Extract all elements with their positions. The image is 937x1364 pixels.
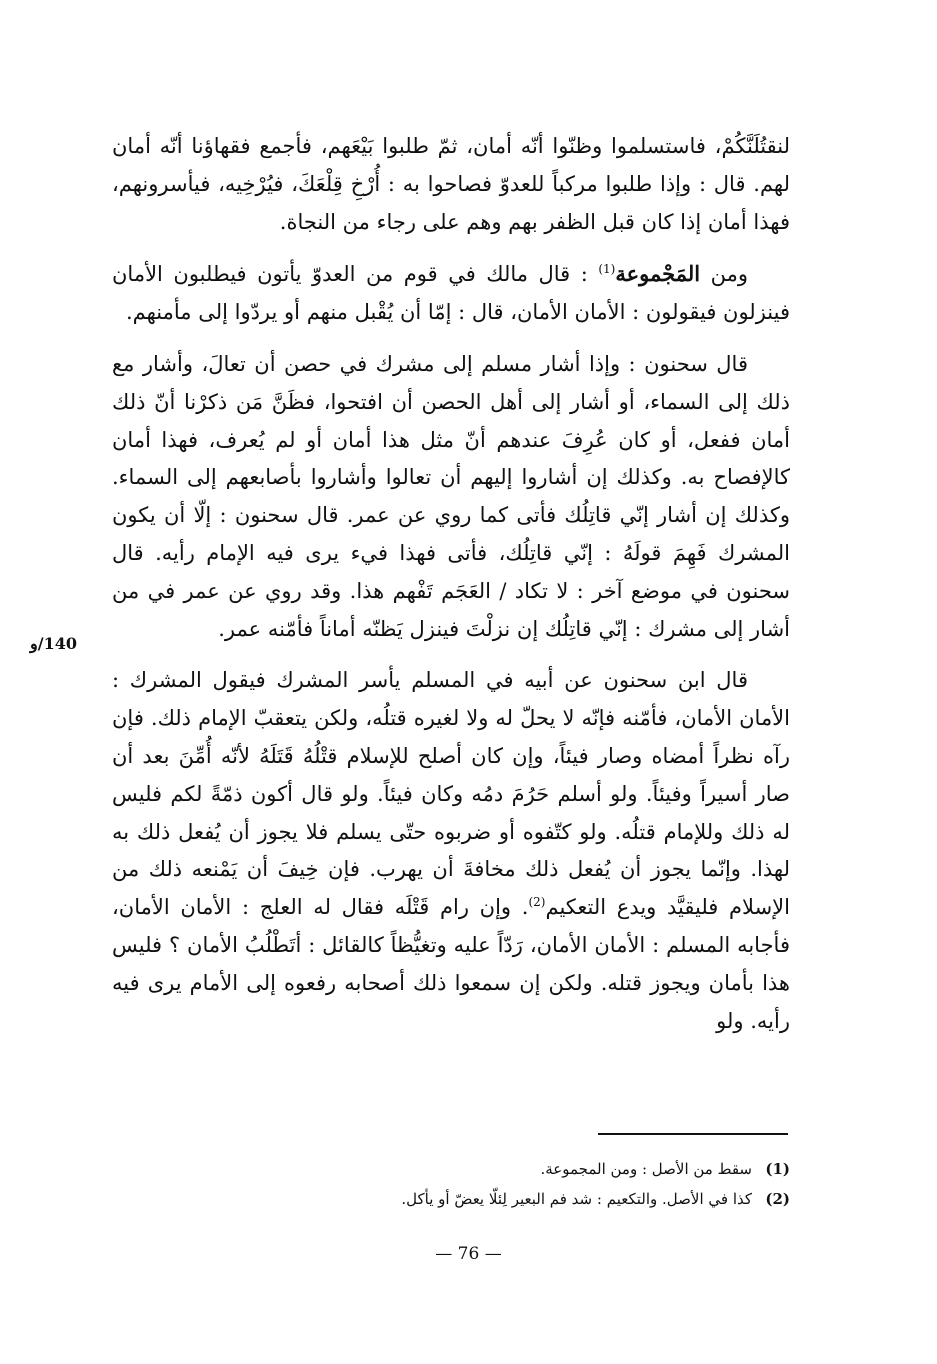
footnote-text: سقط من الأصل : ومن المجموعة. <box>540 1160 752 1178</box>
footnote-marker: (1) <box>598 262 616 277</box>
footnote-divider <box>598 1133 788 1135</box>
paragraph-2 <box>112 255 790 332</box>
footnote-marker: (2) <box>528 895 546 910</box>
text-run: ومن <box>700 262 748 287</box>
paragraph-1 <box>112 128 790 241</box>
footnote-number: (2) <box>765 1190 790 1208</box>
footnote-1 <box>330 1154 790 1184</box>
footnotes <box>330 1154 790 1214</box>
paragraph-3 <box>112 346 790 648</box>
margin-folio-note: 140/و <box>30 634 77 653</box>
text-run: . وإن رام قَتْلَه فقال له العلج : الأمان الأمان، فأجابه المسلم : الأمان الأمان، رَدّاً عليه وتغيُّظاً كالقائل : أتَطْلُبُ الأمان ؟ فليس هذا بأمان ويجوز قتله. ولكن إن سمعوا ذلك أصحابه رفعوه إلى الأمام يرى فيه رأيه. ولو <box>112 895 790 1033</box>
bold-heading-word: المَجْموعة <box>615 261 701 287</box>
text-run: قال ابن سحنون عن أبيه في المسلم يأسر المشرك فيقول المشرك : الأمان الأمان، فأمّنه فإنّه لا يحلّ له ولا لغيره قتلُه، ولكن يتعقبّ الإمام ذلك. فإن رآه نظراً أمضاه وصار فيئاً، وإن كان أصلح للإسلام قتْلُهُ قَتَلَهُ لأنّه أُمِّنَ بعد أن صار أسيراً وفيئاً. ولو أسلم حَرُمَ دمُه وكان فيئاً. ولو قال أكون ذمّةً لكم فليس له ذلك وللإمام قتلُه. ولو كتّفوه أو ضربوه حتّى يسلم فلا يجوز أن يُفعل ذلك به لهذا. وإنّما يجوز أن يُفعل ذلك مخافةَ أن يهرب. فإن خِيفَ أن يَمْنعه ذلك من الإسلام فليقيَّد ويدع التعكيم <box>112 668 790 920</box>
footnote-text: كذا في الأصل. والتكعيم : شد فم البعير لِئلّا يعضّ أو يأكل. <box>401 1190 752 1208</box>
page-number: — 76 — <box>435 1244 502 1264</box>
footnote-2 <box>330 1184 790 1214</box>
paragraph-4 <box>112 662 790 1040</box>
main-text <box>112 128 790 1054</box>
text-run: قال سحنون : وإذا أشار مسلم إلى مشرك في حصن أن تعالَ، وأشار مع ذلك إلى السماء، أو أشار إلى أهل الحصن أن افتحوا، فظَنَّ مَن ذكرْنا أنّ ذلك أمان ففعل، أو كان عُرِفَ عندهم أنّ مثل هذا أمان أو لم يُعرف، فهذا أمان كالإفصاح به. وكذلك إن أشاروا إليهم أن تعالوا وأشاروا بأصابعهم إلى السماء. وكذلك إن أشار إنّي قاتِلُك فأتى كما روي عن عمر. قال سحنون : إلّا أن يكون المشرك فَهِمَ قولَهُ : إنّي قاتِلُك، فأتى فهذا فيء يرى فيه الإمام رأيه. قال سحنون في موضع آخر : لا تكاد / العَجَم تَفْهم هذا. وقد روي عن عمر في من أشار إلى مشرك : إنّي قاتِلُك إن نزلْتَ فينزل يَظنّه أماناً فأمّنه عمر. <box>112 351 790 641</box>
text-run: لنقتُلَنَّكُمْ، فاستسلموا وظنّوا أنّه أمان، ثمّ طلبوا بَيْعَهم، فأجمع فقهاؤنا أنّه أمان لهم. قال : وإذا طلبوا مركباً للعدوّ فصاحوا به : أُرْخِ قِلْعَكَ، فيُرْخِيه، فيأسرونهم، فهذا أمان إذا كان قبل الظفر بهم وهم على رجاء من النجاة. <box>112 134 790 234</box>
text-run: : قال مالك في قوم من العدوّ يأتون فيطلبون الأمان فينزلون فيقولون : الأمان الأمان، قال : إمّا أن يُقْبل منهم أو يردّوا إلى مأمنهم. <box>112 262 790 325</box>
footnote-number: (1) <box>765 1160 790 1178</box>
